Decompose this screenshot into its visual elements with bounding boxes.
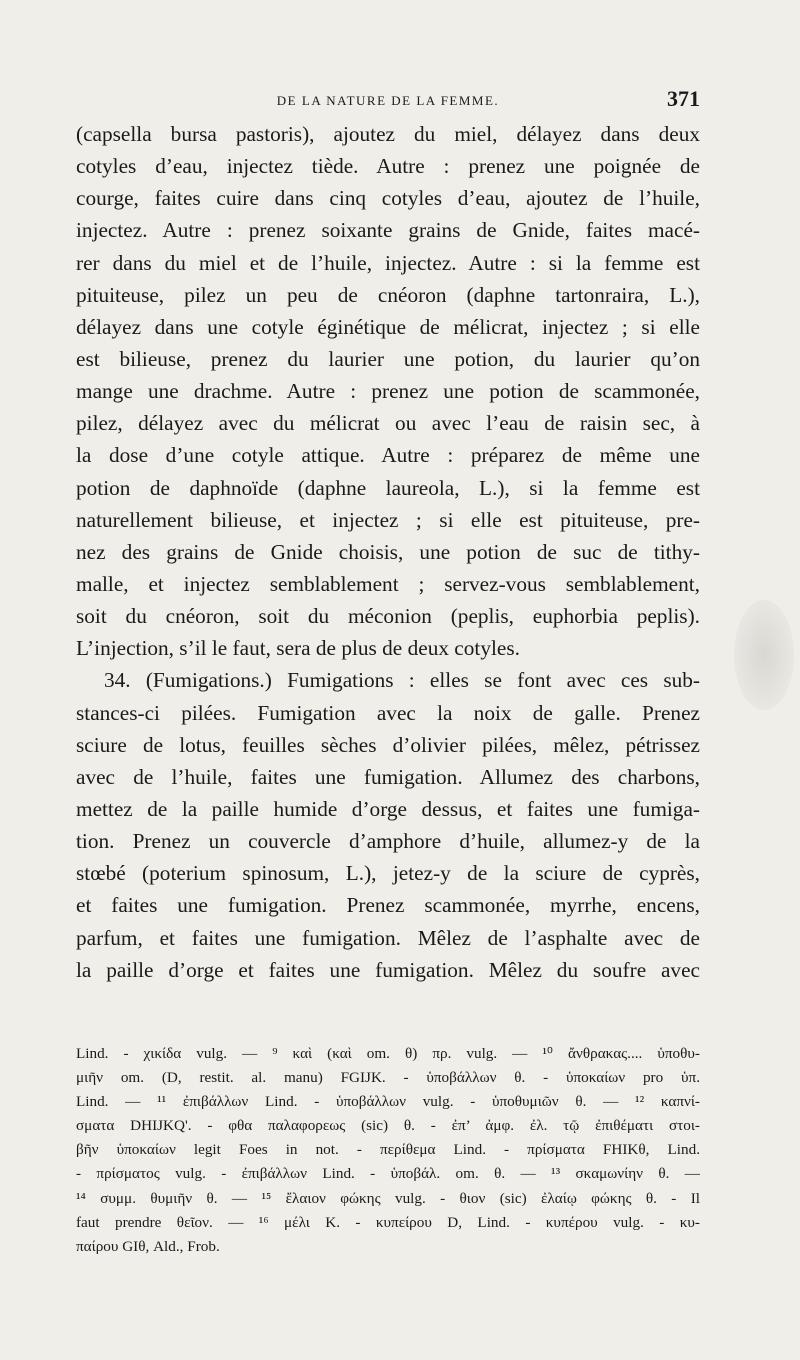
section-34-start-line: 34. (Fumigations.) Fumigations : elles se font avec ces sub- [104, 668, 700, 693]
footnote-line: μιῆν om. (D, restit. al. manu) FGIJK. - ὑποβάλλων θ. - ὑποκαίων pro ὑπ. [76, 1069, 700, 1087]
text-line: potion de daphnoïde (daphne laureola, L.), si la femme est [76, 475, 700, 500]
text-line: courge, faites cuire dans cinq cotyles d’eau, ajoutez de l’huile, [76, 186, 700, 211]
text-line: la dose d’une cotyle attique. Autre : préparez de même une [76, 443, 700, 468]
text-line: délayez dans une cotyle éginétique de mélicrat, injectez ; si elle [76, 314, 700, 339]
text-line: soit du cnéoron, soit du méconion (peplis, euphorbia peplis). [76, 604, 700, 629]
page-header [76, 88, 700, 114]
running-title: DE LA NATURE DE LA FEMME. [276, 93, 500, 108]
text-line: malle, et injectez semblablement ; servez-vous semblablement, [76, 571, 700, 596]
text-line: pilez, délayez avec du mélicrat ou avec l’eau de raisin sec, à [76, 411, 700, 436]
text-line: avec de l’huile, faites une fumigation. Allumez des charbons, [76, 764, 700, 789]
text-line: mange une drachme. Autre : prenez une potion de scammonée, [76, 379, 700, 404]
text-line: mettez de la paille humide d’orge dessus, et faites une fumiga- [76, 796, 700, 821]
footnote-line: σματα DHIJKQ'. - φθα παλαφορεως (sic) θ. - ἐπ’ ἀμφ. ἐλ. τῷ ἐπιθέματι στοι- [76, 1117, 700, 1135]
text-line: sciure de lotus, feuilles sèches d’olivier pilées, mêlez, pétrissez [76, 732, 700, 757]
text-line: est bilieuse, prenez du laurier une potion, du laurier qu’on [76, 346, 700, 371]
paper-stain [734, 600, 794, 710]
footnote-line: Lind. - χικίδα vulg. — ⁹ καὶ (καὶ om. θ) πρ. vulg. — ¹⁰ ἄνθρακας.... ὑποθυ- [76, 1045, 700, 1062]
text-line: rer dans du miel et de l’huile, injectez. Autre : si la femme est [76, 250, 700, 275]
footnote-line: faut prendre θεῖον. — ¹⁶ μέλι K. - κυπείρου D, Lind. - κυπέρου vulg. - κυ- [76, 1213, 700, 1231]
footnote-line: - πρίσματος vulg. - ἐπιβάλλων Lind. - ὑποβάλ. om. θ. — ¹³ σκαμωνίην θ. — [76, 1165, 700, 1183]
footnote-line: ¹⁴ συμμ. θυμιῆν θ. — ¹⁵ ἔλαιον φώκης vulg. - θιον (sic) ἐλαίῳ φώκης θ. - Il [76, 1189, 700, 1207]
text-line: stances-ci pilées. Fumigation avec la noix de galle. Prenez [76, 700, 700, 725]
text-line: injectez. Autre : prenez soixante grains de Gnide, faites macé- [76, 218, 700, 243]
text-line: la paille d’orge et faites une fumigation. Mêlez du soufre avec [76, 957, 700, 982]
footnote-line: Lind. — ¹¹ ἐπιβάλλων Lind. - ὑποβάλλων vulg. - ὑποθυμιῶν θ. — ¹² καπνί- [76, 1093, 700, 1111]
text-line: cotyles d’eau, injectez tiède. Autre : prenez une poignée de [76, 154, 700, 179]
footnote-line: παίρου GIθ, Ald., Frob. [76, 1237, 220, 1255]
text-line: pituiteuse, pilez un peu de cnéoron (daphne tartonraira, L.), [76, 282, 700, 307]
text-line: parfum, et faites une fumigation. Mêlez de l’asphalte avec de [76, 925, 700, 950]
text-line: nez des grains de Gnide choisis, une potion de suc de tithy- [76, 539, 700, 564]
footnotes [76, 1042, 700, 1259]
text-line: (capsella bursa pastoris), ajoutez du miel, délayez dans deux [76, 122, 700, 146]
main-text [76, 118, 700, 986]
text-line: tion. Prenez un couvercle d’amphore d’huile, allumez-y de la [76, 829, 700, 854]
text-line: stœbé (poterium spinosum, L.), jetez-y de la sciure de cyprès, [76, 861, 700, 886]
footnote-line: βῆν ὑποκαίων legit Foes in not. - περίθεμα Lind. - πρίσματα FHIKθ, Lind. [76, 1141, 700, 1159]
page-number: 371 [667, 86, 700, 111]
text-line: et faites une fumigation. Prenez scammonée, myrrhe, encens, [76, 893, 700, 918]
text-line: naturellement bilieuse, et injectez ; si elle est pituiteuse, pre- [76, 507, 700, 532]
text-line: L’injection, s’il le faut, sera de plus de deux cotyles. [76, 636, 520, 661]
